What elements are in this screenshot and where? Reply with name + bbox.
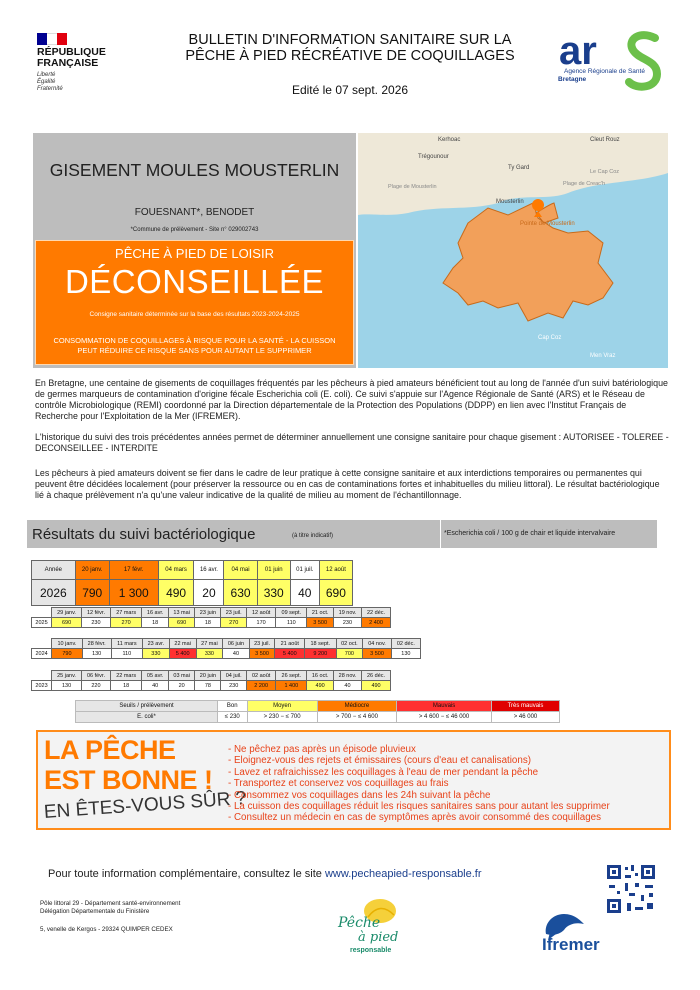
- sample-date-cell: 01 juin: [257, 561, 290, 580]
- sample-value-cell: 330: [196, 649, 223, 659]
- sample-date-cell: 16 oct.: [307, 671, 333, 681]
- results-unit-note: *Escherichia coli / 100 g de chair et liquide intervalvaire: [444, 530, 616, 537]
- sample-value-cell: 5 400: [169, 649, 196, 659]
- sample-date-cell: 23 juil.: [249, 639, 275, 649]
- year-spacer-cell: [32, 671, 52, 681]
- svg-text:responsable: responsable: [350, 947, 392, 954]
- sample-value-cell: 40: [290, 580, 319, 606]
- sample-date-cell: 28 nov.: [333, 671, 361, 681]
- map-label: Le Cap Coz: [590, 169, 620, 175]
- advice-item: - Eloignez-vous des rejets et émissaires (cours d'eau et canalisations): [228, 755, 531, 767]
- sample-value-cell: 490: [307, 681, 333, 691]
- sample-date-cell: 22 déc.: [362, 608, 391, 618]
- sample-value-cell: 40: [223, 649, 249, 659]
- sample-date-cell: 23 juil.: [221, 608, 247, 618]
- sample-date-cell: 16 avr.: [142, 608, 168, 618]
- sample-value-cell: 1 300: [109, 580, 158, 606]
- sample-date-cell: 27 mai: [196, 639, 223, 649]
- sample-date-cell: 22 mai: [169, 639, 196, 649]
- marianne-flag-icon: [37, 33, 67, 45]
- svg-text:à pied: à pied: [358, 930, 399, 945]
- sample-date-cell: 20 juin: [195, 671, 221, 681]
- site-map: [358, 133, 668, 368]
- sample-value-cell: 230: [221, 681, 247, 691]
- map-label: Ty Gard: [508, 165, 530, 171]
- threshold-range-cell: > 230 − ≤ 700: [247, 712, 317, 723]
- status-value: DÉCONSEILLÉE: [64, 263, 325, 300]
- sample-date-cell: 10 janv.: [52, 639, 82, 649]
- sample-date-cell: 02 déc.: [391, 639, 420, 649]
- sample-value-cell: 490: [362, 681, 391, 691]
- sample-date-cell: 23 avr.: [143, 639, 170, 649]
- intro-paragraph: L'historique du suivi des trois précédentes années permet de déterminer annuellement une consigne sanitaire pour chaque gisement : AUTORISEE - TOLEREE - DECONSEILLEE - INTERDITE: [35, 432, 669, 453]
- website-link[interactable]: www.pecheapied-responsable.fr: [324, 868, 482, 880]
- republique-francaise-logo: RÉPUBLIQUE FRANÇAISE: [37, 46, 106, 69]
- sample-date-cell: 20 janv.: [75, 561, 109, 580]
- sample-date-cell: 29 janv.: [52, 608, 82, 618]
- sample-value-cell: 220: [82, 681, 111, 691]
- year-cell: 2025: [32, 618, 52, 628]
- page-title: BULLETIN D'INFORMATION SANITAIRE SUR LA PÊCHE À PIED RÉCRÉATIVE DE COQUILLAGES: [185, 32, 515, 64]
- results-table-2023: [31, 670, 391, 691]
- year-label-cell: Année: [32, 561, 76, 580]
- svg-text:ar: ar: [559, 30, 597, 73]
- sample-value-cell: 490: [158, 580, 194, 606]
- sample-date-cell: 02 août: [246, 671, 275, 681]
- advice-list: [228, 744, 668, 824]
- status-category: PÊCHE À PIED DE LOISIR: [115, 246, 274, 261]
- year-spacer-cell: [32, 639, 52, 649]
- sample-value-cell: 110: [276, 618, 307, 628]
- sample-value-cell: 78: [195, 681, 221, 691]
- map-drawing: [358, 133, 668, 368]
- sample-date-cell: 21 août: [275, 639, 305, 649]
- sample-value-cell: 18: [110, 681, 142, 691]
- advice-item: - Transportez et conservez vos coquillages au frais: [228, 778, 449, 790]
- sample-date-cell: 27 mars: [110, 608, 142, 618]
- intro-text: [35, 378, 670, 511]
- sample-date-cell: 12 août: [319, 561, 352, 580]
- advice-item: - Lavez et rafraichissez les coquillages à l'eau de mer pendant la pêche: [228, 766, 539, 778]
- sample-value-cell: 20: [168, 681, 194, 691]
- ifremer-logo: [540, 910, 620, 952]
- sample-value-cell: 170: [246, 618, 275, 628]
- sample-date-cell: 04 mai: [224, 561, 257, 580]
- map-label: Pointe de Mousterlin: [520, 221, 575, 227]
- status-warning: CONSOMMATION DE COQUILLAGES À RISQUE POUR LA SANTÉ - LA CUISSON PEUT RÉDUIRE CE RISQUE SANS POUR AUTANT LE SUPPRIMER: [53, 336, 336, 355]
- map-label: Mousterlin: [496, 199, 524, 205]
- sample-date-cell: 13 mai: [168, 608, 194, 618]
- threshold-name-cell: Moyen: [247, 701, 317, 712]
- svg-text:Ifremer: Ifremer: [542, 935, 600, 952]
- advice-item: - Consultez un médecin en cas de symptômes après avoir consommé des coquillages: [228, 812, 602, 824]
- sample-value-cell: 130: [391, 649, 420, 659]
- threshold-name-cell: Bon: [218, 701, 248, 712]
- results-indicatif: (à titre indicatif): [292, 533, 334, 539]
- year-cell: 2026: [32, 580, 76, 606]
- sample-date-cell: 19 nov.: [333, 608, 361, 618]
- sample-date-cell: 11 mars: [111, 639, 142, 649]
- thresholds-table: [75, 700, 560, 723]
- office-info: Pôle littoral 29 - Département santé-environnement Délégation Départementale du Finistère: [40, 900, 181, 915]
- sample-value-cell: 5 400: [275, 649, 305, 659]
- year-cell: 2024: [32, 649, 52, 659]
- site-name: GISEMENT MOULES MOUSTERLIN: [49, 160, 340, 180]
- campaign-question: EN ÊTES-VOUS SÛR ?: [43, 787, 247, 823]
- sample-date-cell: 03 mai: [168, 671, 194, 681]
- sample-value-cell: 790: [75, 580, 109, 606]
- sample-date-cell: 04 juil.: [221, 671, 247, 681]
- threshold-name-cell: Mauvais: [397, 701, 492, 712]
- sample-value-cell: 270: [110, 618, 142, 628]
- map-label: Cleut Rouz: [590, 137, 620, 143]
- map-label: Cap Coz: [538, 335, 562, 341]
- sample-value-cell: 1 400: [276, 681, 307, 691]
- intro-paragraph: Les pêcheurs à pied amateurs doivent se fier dans le cadre de leur pratique à cette consigne sanitaire et aux interdictions temporaires ou permanentes qui peuvent être décidées localement (pour préserver la ressource ou en cas de contaminations fortes et inhabituelles du milieu littoral). Le résultat bactériologique lié à chaque prélèvement n'a qu'une valeur indicative de la qualité de milieu au moment de l'échantillonnage.: [35, 468, 660, 500]
- sample-date-cell: 09 sept.: [276, 608, 307, 618]
- ars-subtitle: Agence Régionale de Santé Bretagne: [558, 68, 645, 83]
- advice-item: - Consommez vos coquillages dans les 24h suivant la pêche: [228, 789, 491, 801]
- sample-date-cell: 17 févr.: [109, 561, 158, 580]
- sample-date-cell: 04 mars: [158, 561, 194, 580]
- threshold-range-cell: > 4 600 − ≤ 46 000: [397, 712, 492, 723]
- year-spacer-cell: [32, 608, 52, 618]
- year-cell: 2023: [32, 681, 52, 691]
- map-label: Plage de Creac'h: [563, 181, 606, 187]
- threshold-name-cell: Médiocre: [317, 701, 396, 712]
- sample-date-cell: 05 avr.: [142, 671, 168, 681]
- sample-date-cell: 06 juin: [223, 639, 249, 649]
- site-communes: FOUESNANT*, BENODET: [134, 207, 255, 218]
- map-label: Men Vraz: [590, 353, 616, 359]
- results-table-2024: [31, 638, 421, 659]
- sample-value-cell: 690: [319, 580, 352, 606]
- sample-value-cell: 330: [143, 649, 170, 659]
- map-label: Kerhoac: [438, 137, 461, 143]
- sample-value-cell: 790: [52, 649, 82, 659]
- sample-date-cell: 22 mars: [110, 671, 142, 681]
- sample-value-cell: 130: [52, 681, 82, 691]
- campaign-title: LA PÊCHE EST BONNE !: [44, 735, 213, 795]
- thresholds-label: E. coli*: [76, 712, 218, 723]
- sample-date-cell: 25 janv.: [52, 671, 82, 681]
- sample-value-cell: 230: [333, 618, 361, 628]
- sample-date-cell: 12 août: [246, 608, 275, 618]
- sample-date-cell: 26 sept.: [276, 671, 307, 681]
- threshold-range-cell: > 46 000: [491, 712, 559, 723]
- map-label: Trégounour: [418, 154, 449, 160]
- qr-code-icon[interactable]: [605, 863, 657, 915]
- threshold-range-cell: ≤ 230: [218, 712, 248, 723]
- sample-date-cell: 23 juin: [195, 608, 221, 618]
- sample-value-cell: 40: [142, 681, 168, 691]
- sample-value-cell: 690: [168, 618, 194, 628]
- republic-motto: Liberté Égalité Fraternité: [37, 72, 63, 92]
- office-address: 5, venelle de Kergos - 29324 QUIMPER CEDEX: [40, 926, 173, 933]
- results-table-2025: [31, 607, 391, 628]
- sample-date-cell: 28 févr.: [82, 639, 111, 649]
- sample-date-cell: 21 oct.: [307, 608, 333, 618]
- sample-date-cell: 02 oct.: [336, 639, 363, 649]
- sample-date-cell: 01 juil.: [290, 561, 319, 580]
- commune-note: *Commune de prélèvement - Site n° 029002743: [130, 227, 259, 233]
- sample-value-cell: 18: [195, 618, 221, 628]
- sample-date-cell: 18 sept.: [305, 639, 336, 649]
- peche-a-pied-responsable-logo: [332, 897, 412, 957]
- map-label: Plage de Mousterlin: [388, 184, 437, 190]
- sample-value-cell: 40: [333, 681, 361, 691]
- sample-value-cell: 110: [111, 649, 142, 659]
- results-header-divider: [440, 520, 441, 548]
- thresholds-label: Seuils / prélèvement: [76, 701, 218, 712]
- sample-value-cell: 2 400: [362, 618, 391, 628]
- intro-paragraph: En Bretagne, une centaine de gisements de coquillages fréquentés par les pêcheurs à pied amateurs bénéficient tout au long de l'année d'un suivi batériologique de germes marqueurs de contamination d'origine fécale Escherichia coli (E. coli). Ce suivi s'appuie sur l'Agence Régionale de Santé (ARS) et le Réseau de contrôle Microbiologique (REMI) coordonné par la Direction départementale de la Protection des Populations (DDPP) en lien avec l'Institut Français de Recherche pour l'Exploitation de la Mer (IFREMER).: [35, 378, 668, 421]
- sample-value-cell: 330: [257, 580, 290, 606]
- sample-date-cell: 06 févr.: [82, 671, 111, 681]
- sample-date-cell: 04 nov.: [363, 639, 391, 649]
- results-title: Résultats du suivi bactériologique: [32, 526, 256, 543]
- info-line: Pour toute information complémentaire, consultez le site www.pecheapied-responsable.fr: [48, 868, 482, 880]
- sample-value-cell: 230: [82, 618, 111, 628]
- results-table-current: [31, 560, 353, 606]
- status-box: [35, 240, 354, 365]
- status-basis: Consigne sanitaire déterminée sur la base des résultats 2023-2024-2025: [89, 311, 300, 318]
- sample-value-cell: 20: [194, 580, 224, 606]
- sample-date-cell: 16 avr.: [194, 561, 224, 580]
- sample-value-cell: 270: [221, 618, 247, 628]
- advice-item: - Ne pêchez pas après un épisode pluvieux: [228, 744, 416, 755]
- sample-value-cell: 18: [142, 618, 168, 628]
- threshold-name-cell: Très mauvais: [491, 701, 559, 712]
- sample-date-cell: 12 févr.: [82, 608, 111, 618]
- svg-text:Pêche: Pêche: [338, 915, 381, 931]
- sample-value-cell: 2 200: [246, 681, 275, 691]
- sample-value-cell: 3 500: [307, 618, 333, 628]
- sample-date-cell: 26 déc.: [362, 671, 391, 681]
- threshold-range-cell: > 700 − ≤ 4 600: [317, 712, 396, 723]
- sample-value-cell: 700: [336, 649, 363, 659]
- sample-value-cell: 630: [224, 580, 257, 606]
- sample-value-cell: 130: [82, 649, 111, 659]
- edition-date: Edité le 07 sept. 2026: [291, 83, 409, 97]
- sample-value-cell: 690: [52, 618, 82, 628]
- sample-value-cell: 3 500: [249, 649, 275, 659]
- advice-item: - La cuisson des coquillages réduit les risques sanitaires sans pour autant les supprimer: [228, 801, 610, 813]
- sample-value-cell: 9 200: [305, 649, 336, 659]
- sample-value-cell: 3 500: [363, 649, 391, 659]
